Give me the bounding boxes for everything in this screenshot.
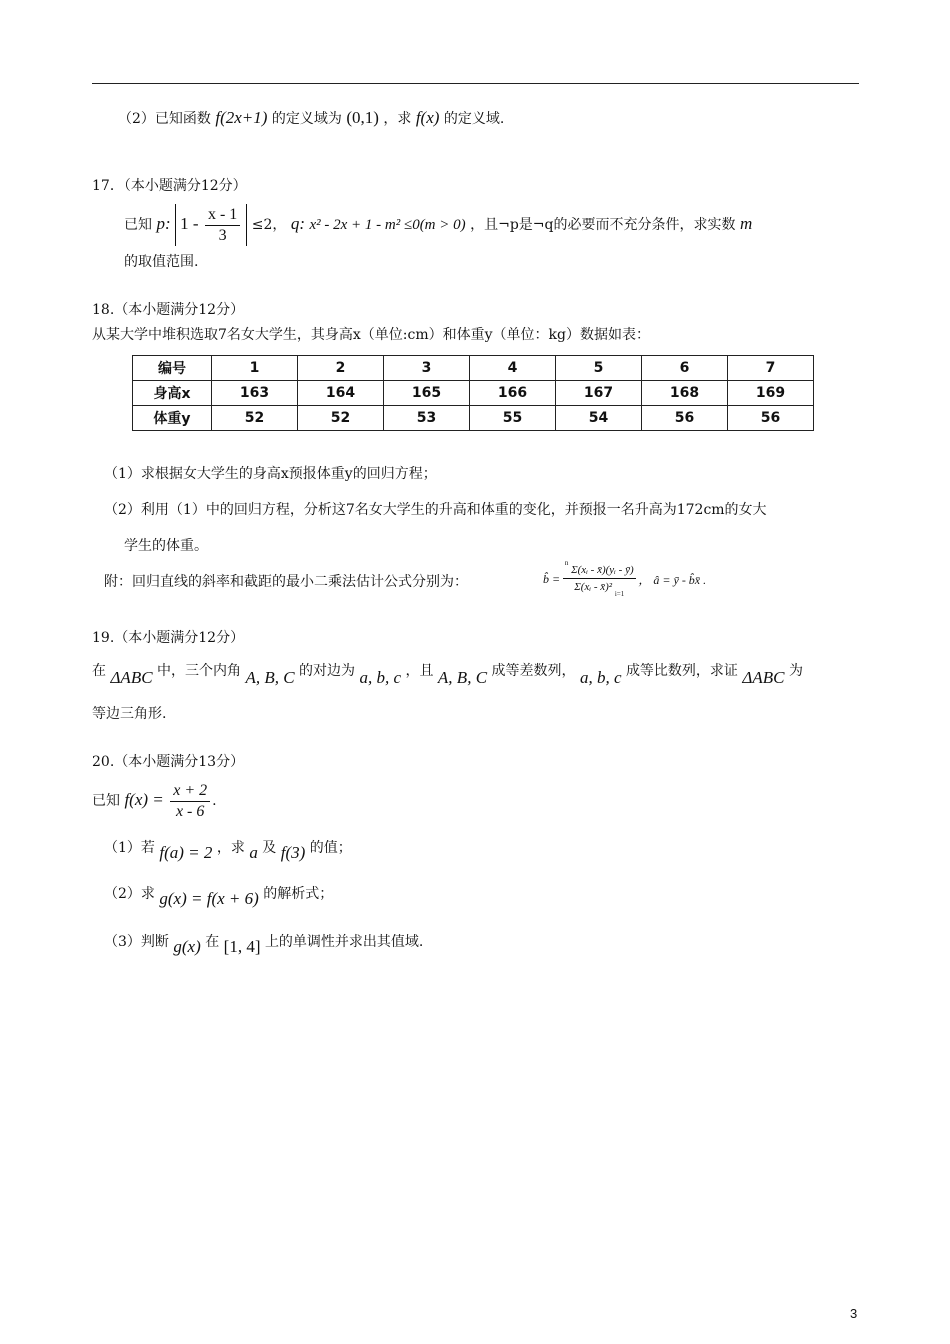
q19-sides1: a, b, c bbox=[359, 668, 402, 687]
page-number: 3 bbox=[850, 1306, 858, 1321]
table-row bbox=[133, 406, 814, 431]
table-cell: 166 bbox=[470, 381, 556, 406]
q20-fraction bbox=[170, 781, 210, 822]
q20-p2-text-b: 的解析式； bbox=[263, 886, 334, 902]
table-cell: 52 bbox=[298, 406, 384, 431]
q20-p1-text-d: 的值； bbox=[309, 840, 352, 856]
table-cell: 2 bbox=[298, 356, 384, 381]
q20-p3-text-b: 在 bbox=[205, 934, 220, 950]
q19-header: 19.（本小题满分12分） bbox=[92, 630, 245, 646]
table-cell: 53 bbox=[384, 406, 470, 431]
q17-fraction bbox=[205, 205, 240, 246]
q18-part2a: （2）利用（1）中的回归方程，分析这7名女大学生的升高和体重的变化，并预报一名升高为172cm的女大 bbox=[104, 502, 767, 518]
q17-text3: 的取值范围. bbox=[124, 254, 199, 270]
q20-p2-text-a: （2）求 bbox=[104, 886, 155, 902]
sum-limit-top: n bbox=[564, 559, 569, 567]
table-cell: 4 bbox=[470, 356, 556, 381]
q19-text8: 等边三角形. bbox=[92, 706, 167, 722]
q19-angles2: A, B, C bbox=[437, 668, 488, 687]
a-hat-formula: ， â = ȳ - b̂x̄ . bbox=[638, 573, 707, 587]
q19-text1: 在 bbox=[92, 663, 106, 679]
q19-triangle1: ΔABC bbox=[110, 668, 153, 687]
table-cell: 3 bbox=[384, 356, 470, 381]
q17-text2: ，且¬p是¬q的必要而不充分条件，求实数 bbox=[470, 217, 736, 233]
q20-part3 bbox=[104, 928, 423, 955]
q19-text2: 中，三个内角 bbox=[157, 663, 241, 679]
q19-text6: 成等比数列，求证 bbox=[625, 663, 738, 679]
q20-p3-expr: g(x) bbox=[173, 937, 201, 956]
q16-interval: (0,1) bbox=[346, 108, 379, 127]
height-weight-table bbox=[132, 355, 814, 431]
table-cell: 168 bbox=[642, 381, 728, 406]
b-hat-numerator bbox=[563, 559, 636, 579]
q20-p1-expr2: f(3) bbox=[280, 843, 306, 862]
q18-note: 附：回归直线的斜率和截距的最小二乘法估计公式分别为： bbox=[104, 574, 468, 590]
q20-p2-expr: g(x) = f(x + 6) bbox=[159, 889, 259, 908]
q18-part2b: 学生的体重。 bbox=[124, 538, 208, 554]
q16-f-expr1: f(2x+1) bbox=[215, 108, 268, 127]
q16-text-d: 的定义域. bbox=[443, 111, 505, 127]
b-hat-fraction bbox=[563, 559, 636, 598]
table-cell: 165 bbox=[384, 381, 470, 406]
table-cell: 167 bbox=[556, 381, 642, 406]
table-cell: 56 bbox=[728, 406, 814, 431]
q20-p1-text-b: ，求 bbox=[216, 840, 245, 856]
q17-header: 17．（本小题满分12分） bbox=[92, 178, 247, 194]
table-cell: 169 bbox=[728, 381, 814, 406]
q20-header: 20.（本小题满分13分） bbox=[92, 754, 245, 770]
q17-q-label: q: bbox=[290, 214, 305, 233]
sum-numerator: Σ(xᵢ - x̄)(yᵢ - ȳ) bbox=[571, 564, 634, 576]
q20-frac-den: x - 6 bbox=[175, 802, 205, 820]
q20-part1 bbox=[104, 834, 352, 861]
q20-definition bbox=[92, 778, 217, 823]
q20-p3-interval: [1, 4] bbox=[223, 937, 261, 956]
b-hat-label: b̂ = bbox=[543, 572, 561, 586]
table-row bbox=[133, 356, 814, 381]
regression-formula bbox=[543, 559, 707, 598]
q18-header: 18.（本小题满分12分） bbox=[92, 302, 245, 318]
q16-text-c: ，求 bbox=[383, 111, 412, 127]
q19-text5: 成等差数列， bbox=[491, 663, 576, 679]
q17-m: m bbox=[739, 214, 753, 233]
table-cell: 身高x bbox=[133, 381, 212, 406]
sum-limit-bottom: i=1 bbox=[614, 590, 625, 598]
q19-triangle2: ΔABC bbox=[742, 668, 785, 687]
q20-fx: f(x) = bbox=[124, 790, 164, 809]
q19-angles1: A, B, C bbox=[245, 668, 295, 687]
q20-p3-text-a: （3）判断 bbox=[104, 934, 169, 950]
table-cell: 5 bbox=[556, 356, 642, 381]
q19-sides2: a, b, c bbox=[579, 668, 622, 687]
q20-part2 bbox=[104, 880, 333, 907]
table-cell: 1 bbox=[212, 356, 298, 381]
q18-part1: （1）求根据女大学生的身高x预报体重y的回归方程； bbox=[104, 466, 437, 482]
q20-p1-text-c: 及 bbox=[262, 840, 277, 856]
q20-frac-num: x + 2 bbox=[170, 781, 210, 802]
q17-text1: 已知 bbox=[124, 217, 152, 233]
q17-ineq1: ≤2， bbox=[251, 217, 287, 233]
q17-abs-pre: 1 - bbox=[180, 214, 199, 234]
table-cell: 164 bbox=[298, 381, 384, 406]
q17-abs-value bbox=[175, 204, 247, 246]
q20-p1-expr: f(a) = 2 bbox=[159, 843, 213, 862]
q19-statement bbox=[92, 655, 803, 686]
q19-text7: 为 bbox=[788, 663, 803, 679]
table-cell: 56 bbox=[642, 406, 728, 431]
table-cell: 54 bbox=[556, 406, 642, 431]
q17-frac-den: 3 bbox=[218, 226, 227, 244]
q18-intro: 从某大学中堆积选取7名女大学生，其身高x（单位:cm）和体重y（单位：kg）数据如表： bbox=[92, 327, 650, 343]
q20-p3-text-c: 上的单调性并求出其值域. bbox=[264, 934, 424, 950]
table-cell: 编号 bbox=[133, 356, 212, 381]
q16-f-expr2: f(x) bbox=[415, 108, 440, 127]
q17-p-label: p: bbox=[156, 214, 171, 233]
q20-text1: 已知 bbox=[92, 793, 120, 809]
sum-denominator: Σ(xᵢ - x̄)² bbox=[574, 581, 613, 593]
table-row bbox=[133, 381, 814, 406]
table-cell: 52 bbox=[212, 406, 298, 431]
q20-dot: . bbox=[212, 793, 217, 809]
q16-part2 bbox=[118, 108, 504, 129]
q20-p1-a: a bbox=[249, 843, 258, 862]
q19-text3: 的对边为 bbox=[299, 663, 356, 679]
q20-p1-text-a: （1）若 bbox=[104, 840, 155, 856]
q16-text-b: 的定义域为 bbox=[271, 111, 342, 127]
q19-text4: ，且 bbox=[405, 663, 434, 679]
b-hat-denominator bbox=[563, 579, 636, 596]
table-cell: 7 bbox=[728, 356, 814, 381]
table-cell: 6 bbox=[642, 356, 728, 381]
q16-text-a: （2）已知函数 bbox=[118, 111, 211, 127]
table-cell: 55 bbox=[470, 406, 556, 431]
table-cell: 163 bbox=[212, 381, 298, 406]
q17-frac-num: x - 1 bbox=[205, 205, 240, 226]
q17-q-expr: x² - 2x + 1 - m² ≤0(m > 0) bbox=[309, 217, 466, 233]
q17-statement bbox=[124, 204, 752, 246]
table-cell: 体重y bbox=[133, 406, 212, 431]
header-rule bbox=[92, 83, 859, 84]
